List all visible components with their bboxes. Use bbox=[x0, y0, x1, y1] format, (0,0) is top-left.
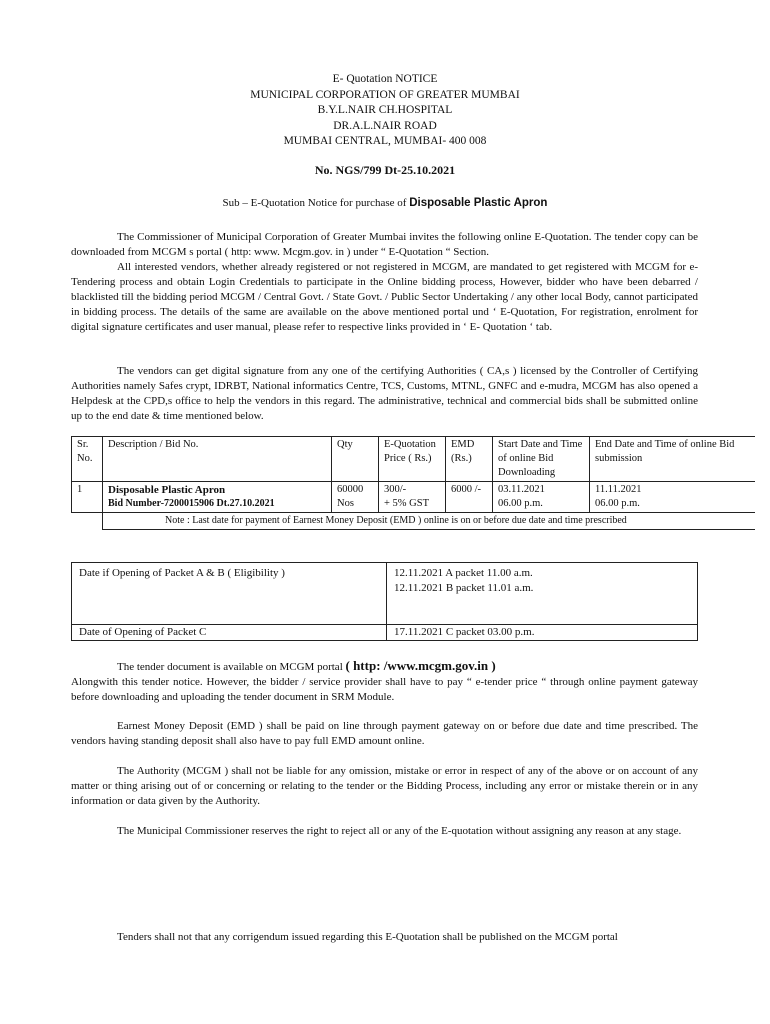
packet-b-date: 12.11.2021 B packet 11.01 a.m. bbox=[394, 582, 534, 594]
tender-fee-text: Alongwith this tender notice. However, the bidder / service provider shall have to pay “ e-tender price “ through online payment gateway before downloading and uploading the tender document in SRM Module. bbox=[71, 676, 698, 703]
row-sr: 1 bbox=[72, 482, 103, 513]
qty-number: 60000 bbox=[337, 484, 364, 495]
header-description: Description / Bid No. bbox=[103, 437, 332, 482]
notice-title: E- Quotation NOTICE bbox=[332, 73, 438, 85]
packet-a-date: 12.11.2021 A packet 11.00 a.m. bbox=[394, 567, 533, 579]
row-qty bbox=[332, 482, 379, 513]
paragraph-emd: Earnest Money Deposit (EMD ) shall be paid on line through payment gateway on or before due date and time prescribed. The vendors having standing deposit shall also have to pay full EMD amount online. bbox=[71, 720, 698, 747]
header-qty: Qty bbox=[332, 437, 379, 482]
row-emd: 6000 /- bbox=[446, 482, 493, 513]
organization-name: MUNICIPAL CORPORATION OF GREATER MUMBAI bbox=[250, 88, 520, 101]
header-sr: Sr. No. bbox=[72, 437, 103, 482]
subject-line bbox=[0, 197, 770, 209]
start-time: 06.00 p.m. bbox=[498, 498, 543, 509]
table-row bbox=[72, 563, 698, 625]
paragraph-corrigendum: Tenders shall not that any corrigendum issued regarding this E-Quotation shall be published on the MCGM portal bbox=[117, 931, 618, 943]
bid-number: Bid Number-7200015906 Dt.27.10.2021 bbox=[108, 498, 275, 509]
portal-text: The tender document is available on MCGM portal bbox=[117, 661, 346, 673]
row-price bbox=[379, 482, 446, 513]
item-name: Disposable Plastic Apron bbox=[108, 484, 226, 496]
header-emd: EMD (Rs.) bbox=[446, 437, 493, 482]
subject-prefix: Sub – E-Quotation Notice for purchase of bbox=[222, 197, 410, 209]
hospital-name: B.Y.L.NAIR CH.HOSPITAL bbox=[317, 104, 453, 116]
portal-link[interactable]: ( http: /www.mcgm.gov.in ) bbox=[345, 658, 496, 673]
bid-table-header-row bbox=[72, 437, 756, 482]
subject-item: Disposable Plastic Apron bbox=[409, 197, 548, 209]
paragraph-rejection: The Municipal Commissioner reserves the right to reject all or any of the E-quotation without assigning any reason at any stage. bbox=[117, 825, 682, 837]
packet-ab-dates bbox=[387, 563, 698, 625]
paragraph-liability: The Authority (MCGM ) shall not be liable for any omission, mistake or error in respect of any of the above or on account of any matter or thing arising out of or concerning or relating to the tender or the Bidding Process, including any error or mistake therein or in any information or data given by the Authority. bbox=[71, 765, 698, 807]
packet-c-label: Date of Opening of Packet C bbox=[72, 625, 387, 641]
packet-ab-label: Date if Opening of Packet A & B ( Eligibility ) bbox=[72, 563, 387, 625]
row-end bbox=[590, 482, 756, 513]
notice-header bbox=[0, 72, 770, 150]
row-description bbox=[103, 482, 332, 513]
emd-note: Note : Last date for payment of Earnest Money Deposit (EMD ) online is on or before due date and time prescribed bbox=[103, 513, 756, 530]
paragraph-tender-document bbox=[71, 658, 698, 705]
header-end: End Date and Time of online Bid submission bbox=[590, 437, 756, 482]
qty-unit: Nos bbox=[337, 498, 354, 509]
bid-table bbox=[71, 436, 755, 530]
header-price: E-Quotation Price ( Rs.) bbox=[379, 437, 446, 482]
city-address: MUMBAI CENTRAL, MUMBAI- 400 008 bbox=[283, 135, 487, 147]
paragraph-digital-signature: The vendors can get digital signature from any one of the certifying Authorities ( CA,s ) licensed by the Controller of Certifying Authorities namely Safes crypt, IDRBT, National informatics Centre, TCS, Customs, MTNL, GNFC and e-mudra, MCGM has also opened a Helpdesk at the CPD,s office to help the vendors in this regard. The administrative, technical and commercial bids shall be submitted online up to the end date & time mentioned below. bbox=[71, 365, 698, 422]
start-date: 03.11.2021 bbox=[498, 484, 545, 495]
note-row bbox=[72, 513, 756, 530]
header-start: Start Date and Time of online Bid Downloading bbox=[493, 437, 590, 482]
paragraph-registration: All interested vendors, whether already registered or not registered in MCGM, are mandated to get registered with MCGM for e-Tendering process and obtain Login Credentials to participate in the Online bidding process, However, bidder who have been debarred / blacklisted till the bidding period MCGM / Central Govt. / State Govt. / Public Sector Undertaking / any other local Body, cannot participated in bidding process. The details of the same are available on the above mentioned portal und ‘ E-Quotation, For registration, enrolment for digital signature certificates and user manual, please refer to respective links provided in ‘ E- Quotation ‘ tab. bbox=[71, 261, 698, 333]
opening-dates-table bbox=[71, 562, 698, 641]
end-date: 11.11.2021 bbox=[595, 484, 642, 495]
table-row bbox=[72, 625, 698, 641]
row-start bbox=[493, 482, 590, 513]
road-name: DR.A.L.NAIR ROAD bbox=[333, 119, 437, 132]
paragraph-intro: The Commissioner of Municipal Corporation of Greater Mumbai invites the following online E-Quotation. The tender copy can be downloaded from MCGM s portal ( http: www. Mcgm.gov. in ) under “ E-Quotation “ Section. bbox=[71, 231, 698, 258]
end-time: 06.00 p.m. bbox=[595, 498, 640, 509]
table-row bbox=[72, 482, 756, 513]
reference-number: No. NGS/799 Dt-25.10.2021 bbox=[314, 163, 456, 177]
price-gst: + 5% GST bbox=[384, 498, 430, 509]
price-amount: 300/- bbox=[384, 484, 407, 495]
packet-c-date: 17.11.2021 C packet 03.00 p.m. bbox=[387, 625, 698, 641]
